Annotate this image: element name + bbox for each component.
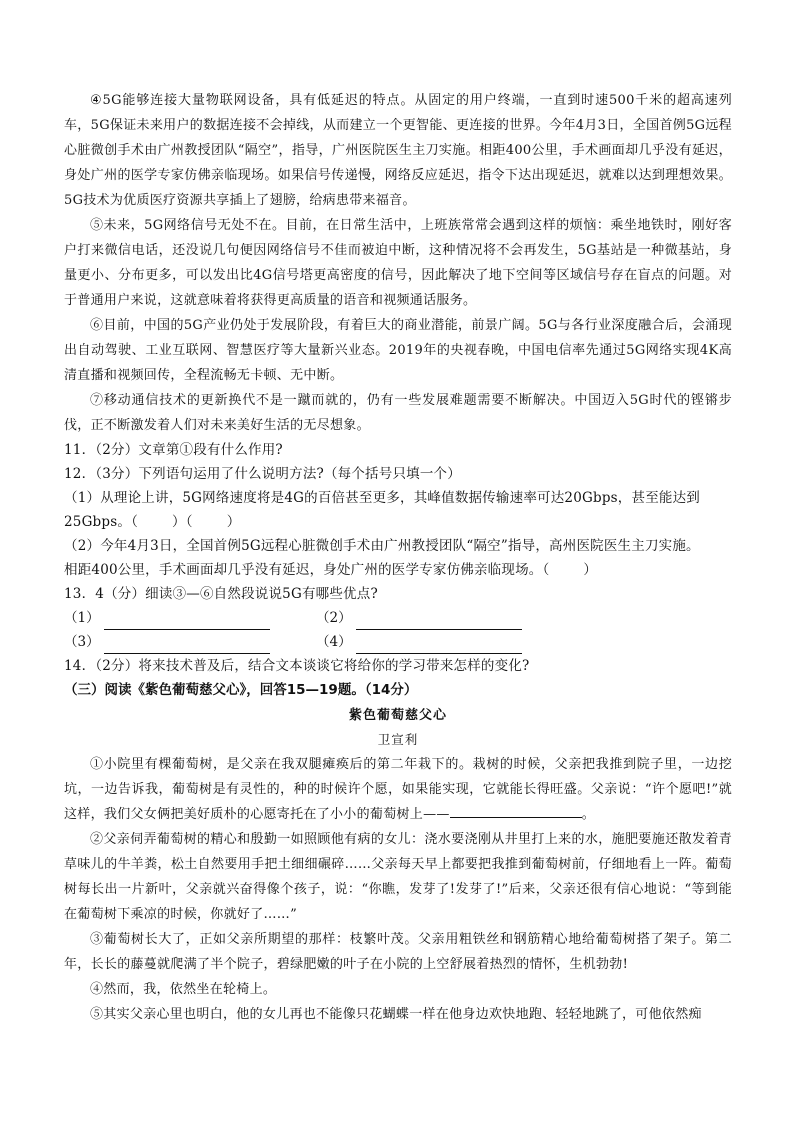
question-12-item-1 — [64, 486, 732, 534]
article-paragraph-1 — [64, 752, 732, 827]
answer-label-1: （1） — [64, 610, 100, 626]
paren-sep: ）（ — [172, 514, 193, 530]
question-12: 12．（3分）下列语句运用了什么说明方法?（每个括号只填一个） — [64, 466, 461, 482]
question-12-item-1-tail: 25Gbps。（ — [64, 514, 139, 530]
question-11: 11．（2分）文章第①段有什么作用? — [64, 442, 283, 458]
question-13: 13．4（分）细读③—⑥自然段说说5G有哪些优点? — [64, 586, 378, 602]
article-author: 卫宣利 — [377, 732, 419, 747]
answer-label-3: （3） — [64, 634, 100, 650]
passage-paragraph-7: ⑦移动通信技术的更新换代不是一蹴而就的，仍有一些发展难题需要不断解决。中国迈入5G时代的铿锵步伐，正不断激发着人们对未来美好生活的无尽想象。 — [64, 393, 732, 433]
answer-label-2: （2） — [316, 610, 352, 626]
answer-line-2[interactable] — [356, 612, 522, 630]
passage-paragraph-5: ⑤未来，5G网络信号无处不在。目前，在日常生活中，上班族常常会遇到这样的烦恼：乘坐地铁时，刚好客户打来微信电话，还没说几句便因网络信号不佳而被迫中断，这种情况将不会再发生，5G基站是一种微基站，身量更小、分布更多，可以发出比4G信号塔更高密度的信号，因此解决了地下空间等区域信号存在盲点的问题。对于普通用户来说，这就意味着将获得更高质量的语音和视频通话服务。 — [64, 218, 732, 308]
fill-blank-end: 。 — [581, 807, 596, 822]
article-paragraph-1-text: ①小院里有棵葡萄树，是父亲在我双腿瘫痪后的第二年栽下的。栽树的时候，父亲把我推到院子里，一边挖坑，一边告诉我，葡萄树是有灵性的，种的时候许个愿，如果能实现，它就能长得旺盛。父亲说：“许个愿吧!”就这样，我们父女俩把美好质朴的心愿寄托在了小小的葡萄树上—— — [64, 757, 732, 822]
answer-cell-4 — [316, 630, 568, 654]
article-paragraph-5: ⑤其实父亲心里也明白，他的女儿再也不能像只花蝴蝶一样在他身边欢快地跑、轻轻地跳了，可他依然痴 — [90, 1007, 702, 1022]
answer-line-4[interactable] — [356, 636, 522, 654]
fill-blank-line[interactable] — [450, 803, 582, 818]
question-12-item-1-text: （1）从理论上讲，5G网络速度将是4G的百倍甚至更多，其峰值数据传输速率可达20Gbps，甚至能达到 — [64, 490, 701, 506]
section-3-heading: （三）阅读《紫色葡萄慈父心》，回答15—19题。（14分） — [64, 682, 418, 698]
answer-row-1 — [64, 606, 732, 630]
question-12-item-2-text: （2）今年4月3日，全国首例5G远程心脏微创手术由广州教授团队“隔空”指导，高州医院医生主刀实施。 — [64, 538, 700, 554]
answer-label-4: （4） — [316, 634, 352, 650]
question-14: 14．（2分）将来技术普及后，结合文本谈谈它将给你的学习带来怎样的变化? — [64, 658, 530, 674]
paren-close: ） — [226, 514, 241, 530]
article-paragraph-2: ②父亲伺弄葡萄树的精心和殷勤一如照顾他有病的女儿：浇水要浇刚从井里打上来的水，施肥要施还散发着青草味儿的牛羊粪，松土自然要用手把土细细碾碎……父亲每天早上都要把我推到葡萄树前，仔细地看上一阵。葡萄树每长出一片新叶，父亲就兴奋得像个孩子，说：“你瞧，发芽了!发芽了!”后来，父亲还很有信心地说：“等到能在葡萄树下乘凉的时候，你就好了……” — [64, 832, 732, 922]
article-title: 紫色葡萄慈父心 — [348, 708, 447, 723]
passage-paragraph-4: ④5G能够连接大量物联网设备，具有低延迟的特点。从固定的用户终端，一直到时速500千米的超高速列车，5G保证未来用户的数据连接不会掉线，从而建立一个更智能、更连接的世界。今年4月3日，全国首例5G远程心脏微创手术由广州教授团队“隔空”，指导，广州医院医生主刀实施。相距400公里，手术画面却几乎没有延迟，身处广州的医学专家仿佛亲临现场。如果信号传递慢，网络反应延迟，指令下达出现延迟，就难以达到理想效果。5G技术为优质医疗资源共享插上了翅膀，给病患带来福音。 — [64, 93, 732, 208]
answer-cell-2 — [316, 606, 568, 630]
exam-page — [64, 88, 732, 1027]
answer-cell-1 — [64, 606, 316, 630]
answer-cell-3 — [64, 630, 316, 654]
passage-paragraph-6: ⑥目前，中国的5G产业仍处于发展阶段，有着巨大的商业潜能，前景广阔。5G与各行业深度融合后，会涌现出自动驾驶、工业互联网、智慧医疗等大量新兴业态。2019年的央视春晚，中国电信率先通过5G网络实现4K高清直播和视频回传，全程流畅无卡顿、无中断。 — [64, 318, 732, 383]
question-12-item-2 — [64, 534, 732, 582]
answer-row-2 — [64, 630, 732, 654]
article-paragraph-4: ④然而，我，依然坐在轮椅上。 — [90, 982, 277, 997]
article-paragraph-3: ③葡萄树长大了，正如父亲所期望的那样：枝繁叶茂。父亲用粗铁丝和钢筋精心地给葡萄树搭了架子。第二年，长长的藤蔓就爬满了半个院子，碧绿肥嫩的叶子在小院的上空舒展着热烈的情怀，生机勃勃! — [64, 932, 732, 972]
paren-close-2: ） — [583, 562, 598, 578]
answer-line-1[interactable] — [104, 612, 270, 630]
question-12-item-2-tail: 相距400公里，手术画面却几乎没有延迟，身处广州的医学专家仿佛亲临现场。（ — [64, 562, 550, 578]
answer-line-3[interactable] — [104, 636, 270, 654]
